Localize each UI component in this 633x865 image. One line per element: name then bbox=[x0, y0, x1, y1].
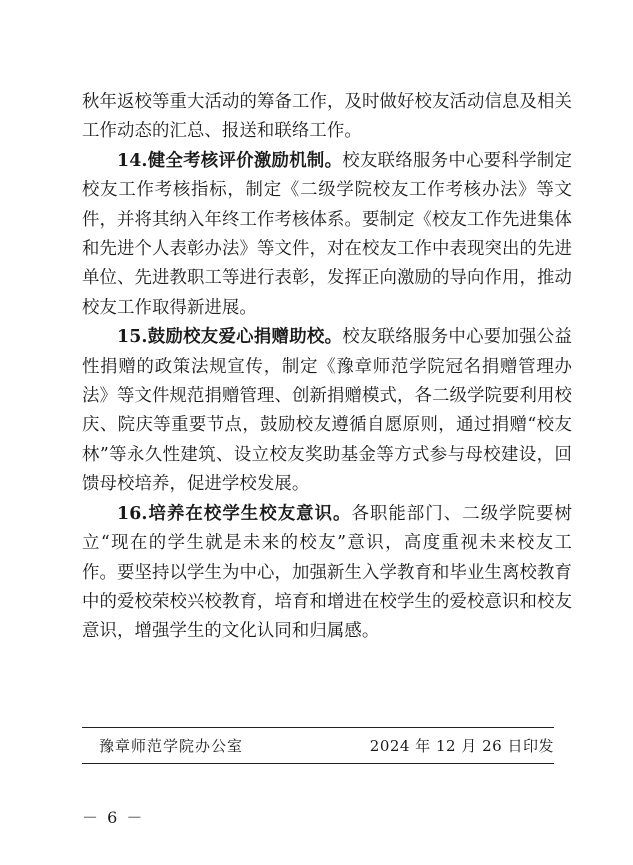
paragraph-intro-continuation: 秋年返校等重大活动的筹备工作，及时做好校友活动信息及相关工作动态的汇总、报送和联络工作。 bbox=[82, 92, 572, 142]
footer-date: 2024 年 12 月 26 日印发 bbox=[369, 737, 554, 755]
item-heading: 鼓励校友爱心捐赠助校。 bbox=[147, 327, 343, 348]
footer-issuer: 豫章师范学院办公室 bbox=[99, 737, 244, 755]
item-number: 14. bbox=[117, 150, 148, 171]
item-number: 16. bbox=[117, 503, 148, 524]
item-number: 15. bbox=[117, 327, 148, 348]
page-number: － 6 － bbox=[82, 808, 145, 827]
item-heading: 培养在校学生校友意识。 bbox=[147, 503, 352, 524]
item-text: 校友联络服务中心要加强公益性捐赠的政策法规宣传，制定《豫章师范学院冠名捐赠管理办法》等文件规范捐赠管理、创新捐赠模式，各二级学院要利用校庆、院庆等重要节点，鼓励校友遵循自愿原则，通过捐赠“校友林”等永久性建筑、设立校友奖助基金等方式参与母校建设，回馈母校培养，促进学校发展。 bbox=[82, 327, 572, 495]
footer-bottom-rule bbox=[82, 763, 554, 764]
paragraph-item-15 bbox=[82, 323, 572, 499]
item-text: 校友联络服务中心要科学制定校友工作考核指标，制定《二级学院校友工作考核办法》等文件，并将其纳入年终工作考核体系。要制定《校友工作先进集体和先进个人表彰办法》等文件，对在校友工作中表现突出的先进单位、先进教职工等进行表彰，发挥正向激励的导向作用，推动校友工作取得新进展。 bbox=[82, 150, 572, 318]
document-body bbox=[82, 88, 572, 647]
item-heading: 健全考核评价激励机制。 bbox=[147, 150, 343, 171]
paragraph-item-16 bbox=[82, 500, 572, 647]
footer-top-rule bbox=[82, 727, 554, 728]
paragraph-item-14 bbox=[82, 147, 572, 323]
item-text: 各职能部门、二级学院要树立“现在的学生就是未来的校友”意识，高度重视未来校友工作。要坚持以学生为中心，加强新生入学教育和毕业生离校教育中的爱校荣校兴校教育，培育和增进在校学生的爱校意识和校友意识，增强学生的文化认同和归属感。 bbox=[82, 503, 572, 642]
